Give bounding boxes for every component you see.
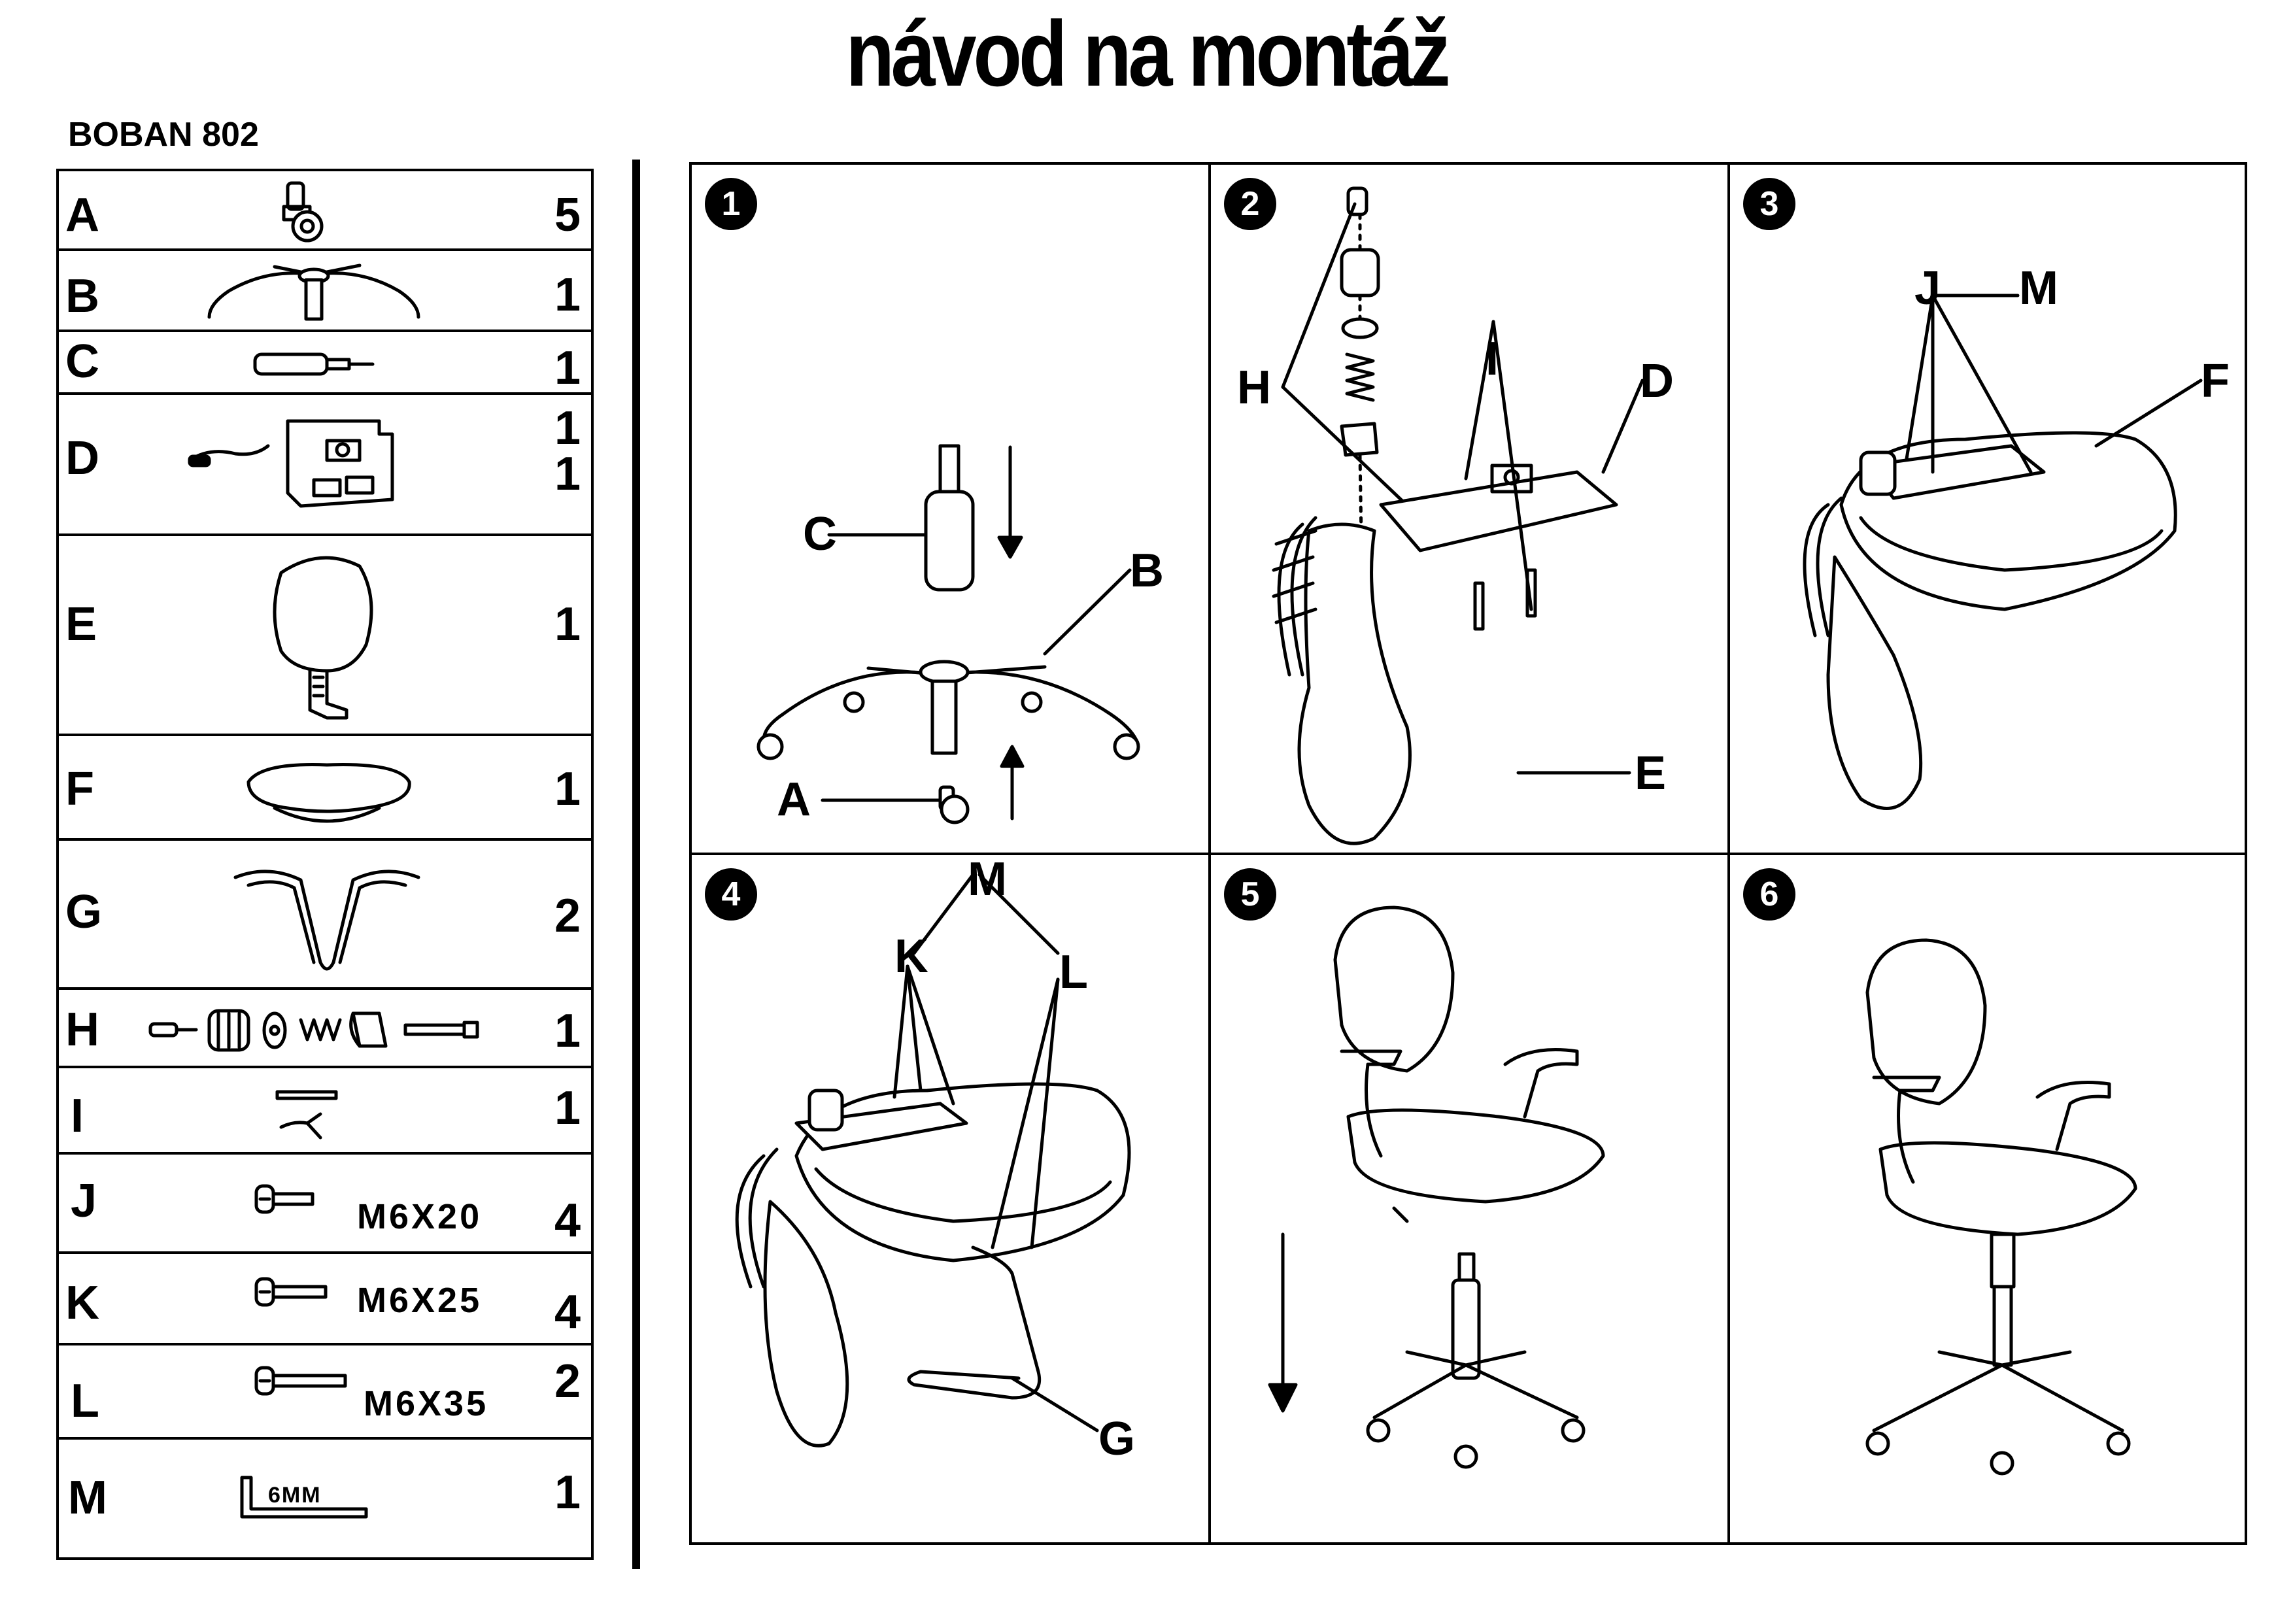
- part-qty: 1: [554, 1466, 581, 1519]
- step-5: [1211, 855, 1730, 1543]
- part-row-j: [59, 1155, 591, 1254]
- part-spec: 6MM: [268, 1483, 322, 1508]
- callout-label: M: [968, 853, 1007, 905]
- star-base-icon: [190, 255, 438, 328]
- parts-list: [56, 169, 594, 1560]
- step-3-illustration: [1730, 165, 2249, 853]
- part-row-e: [59, 536, 591, 736]
- step-number-badge: 5: [1224, 868, 1276, 921]
- gas-lift-icon: [248, 345, 379, 384]
- step-4: [692, 855, 1211, 1543]
- callout-label: J: [1914, 262, 1941, 314]
- callout-label: M: [2019, 262, 2058, 314]
- part-row-i: [59, 1068, 591, 1155]
- part-letter: D: [65, 432, 99, 484]
- part-spec: M6X35: [364, 1384, 489, 1423]
- step-1: [692, 165, 1211, 853]
- callout-label: E: [1635, 747, 1667, 800]
- callout-label: A: [777, 773, 811, 826]
- part-row-c: [59, 332, 591, 395]
- part-qty: 1: [554, 1005, 581, 1057]
- part-row-a: [59, 171, 591, 251]
- callout-label: K: [894, 930, 928, 983]
- step-number-badge: 2: [1224, 178, 1276, 230]
- part-qty: 5: [554, 189, 581, 241]
- callout-label: I: [1486, 333, 1499, 385]
- bolt-icon: [252, 1181, 324, 1220]
- page-title: návod na montáž: [845, 2, 1448, 106]
- backrest-icon: [255, 547, 386, 727]
- part-letter: G: [65, 886, 103, 938]
- part-letter: M: [68, 1472, 107, 1524]
- part-letter: H: [65, 1004, 99, 1056]
- callout-label: G: [1098, 1413, 1136, 1465]
- part-letter: B: [65, 270, 99, 322]
- armrest-icon: [229, 851, 425, 982]
- part-spec: M6X25: [357, 1281, 483, 1320]
- callout-label: H: [1237, 362, 1271, 414]
- part-qty: 4: [554, 1286, 581, 1338]
- callout-label: B: [1130, 545, 1164, 597]
- part-letter: C: [65, 335, 99, 388]
- model-name: BOBAN 802: [68, 116, 259, 154]
- step-2: [1211, 165, 1730, 853]
- part-row-d: [59, 395, 591, 536]
- part-row-f: [59, 736, 591, 841]
- part-qty: 1: [554, 763, 581, 815]
- assembly-steps-grid: [689, 162, 2247, 1545]
- column-divider: [632, 160, 640, 1569]
- part-letter: K: [65, 1277, 99, 1329]
- part-qty: 2: [554, 890, 581, 942]
- seat-icon: [235, 749, 418, 834]
- bolt-icon: [252, 1274, 337, 1313]
- part-qty: 2: [554, 1355, 581, 1408]
- step-6-illustration: [1730, 855, 2249, 1545]
- part-letter: A: [65, 189, 99, 241]
- caster-icon: [268, 178, 340, 246]
- callout-label: L: [1059, 946, 1088, 998]
- bolt-icon: [252, 1362, 357, 1402]
- part-row-g: [59, 841, 591, 990]
- step-1-illustration: [692, 165, 1211, 853]
- part-letter: J: [71, 1175, 97, 1227]
- step-5-illustration: [1211, 855, 1730, 1545]
- step-number-badge: 4: [705, 868, 757, 921]
- part-row-l: [59, 1345, 591, 1440]
- part-spec: M6X20: [357, 1197, 483, 1236]
- part-letter: L: [71, 1375, 99, 1427]
- callout-label: F: [2201, 355, 2230, 407]
- callout-label: C: [803, 508, 837, 560]
- part-qty: 1: [554, 1082, 581, 1134]
- part-qty: 1: [554, 269, 581, 321]
- part-row-b: [59, 251, 591, 332]
- mechanism-icon: [183, 408, 458, 526]
- step-number-badge: 6: [1743, 868, 1795, 921]
- part-qty: 1: [554, 598, 581, 651]
- step-6: [1730, 855, 2249, 1543]
- part-letter: I: [71, 1090, 84, 1142]
- part-qty: 1: [554, 342, 581, 394]
- tension-knob-set-icon: [144, 1000, 536, 1059]
- step-3: [1730, 165, 2249, 853]
- step-number-badge: 1: [705, 178, 757, 230]
- part-row-h: [59, 990, 591, 1068]
- part-letter: E: [65, 598, 97, 651]
- part-row-m: [59, 1440, 591, 1557]
- step-number-badge: 3: [1743, 178, 1795, 230]
- pin-clip-icon: [268, 1081, 360, 1147]
- callout-label: D: [1640, 355, 1674, 407]
- part-qty-2: 1: [554, 448, 581, 500]
- part-qty: 1: [554, 402, 581, 454]
- part-qty: 4: [554, 1194, 581, 1247]
- part-row-k: [59, 1254, 591, 1345]
- part-letter: F: [65, 763, 94, 815]
